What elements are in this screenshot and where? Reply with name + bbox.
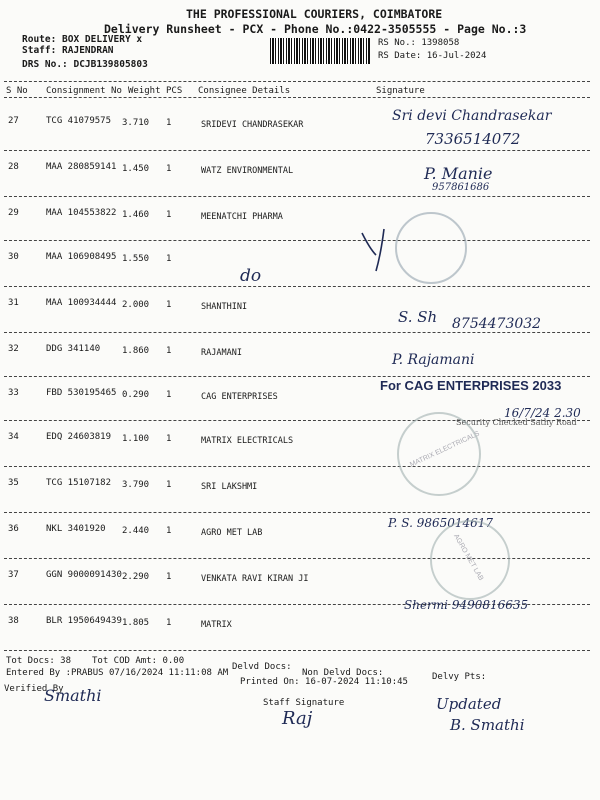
row-weight: 2.290: [122, 572, 150, 582]
updated-note: Updated: [436, 695, 502, 713]
row-sno: 34: [8, 432, 19, 442]
handwritten-signature: Shermi 9490816635: [404, 598, 529, 612]
row-weight: 3.710: [122, 118, 150, 128]
row-consignment: MAA 100934444: [46, 298, 117, 308]
entered-by: Entered By :PRABUS 07/16/2024 11:11:08 AM: [6, 668, 229, 678]
staff-label: Staff: RAJENDRAN: [22, 45, 114, 56]
row-consignee: AGRO MET LAB: [201, 528, 263, 538]
row-consignee: SRI LAKSHMI: [201, 482, 258, 492]
stamp-text: AGRO MET LAB: [452, 533, 485, 582]
table-row: [0, 198, 600, 242]
row-weight: 1.550: [122, 254, 150, 264]
handwritten-phone: 8754473032: [452, 316, 542, 332]
row-consignment: GGN 9000091430: [46, 570, 122, 580]
delivered-docs: Delvd Docs:: [232, 662, 292, 672]
row-consignment: DDG 341140: [46, 344, 101, 354]
row-consignment: EDQ 24603819: [46, 432, 112, 442]
row-pcs: 1: [166, 572, 172, 582]
row-consignee: SHANTHINI: [201, 302, 248, 312]
table-row: [0, 152, 600, 196]
signature-scribble: [358, 225, 388, 275]
rs-date: RS Date: 16-Jul-2024: [378, 51, 487, 61]
non-delivered-docs: Non Delvd Docs:: [302, 668, 384, 678]
header-rule-top: [4, 81, 590, 82]
col-sno: S No: [6, 86, 28, 96]
row-pcs: 1: [166, 390, 172, 400]
header-rule-bottom: [4, 97, 590, 98]
table-row: [0, 334, 600, 378]
row-weight: 3.790: [122, 480, 150, 490]
table-row: [0, 514, 600, 558]
row-consignment: BLR 1950649439: [46, 616, 122, 626]
handwritten-phone: 7336514072: [425, 130, 521, 148]
row-pcs: 1: [166, 118, 172, 128]
table-row: [0, 242, 600, 286]
row-weight: 2.440: [122, 526, 150, 536]
row-weight: 2.000: [122, 300, 150, 310]
row-sno: 37: [8, 570, 19, 580]
row-weight: 1.460: [122, 210, 150, 220]
company-title: THE PROFESSIONAL COURIERS, COIMBATORE: [186, 7, 443, 21]
row-consignee: SRIDEVI CHANDRASEKAR: [201, 120, 304, 130]
row-consignee: MEENATCHI PHARMA: [201, 212, 283, 222]
row-consignment: TCG 15107182: [46, 478, 112, 488]
col-weight: Weight: [128, 86, 161, 96]
row-pcs: 1: [166, 164, 172, 174]
row-pcs: 1: [166, 346, 172, 356]
verified-by: Verified By: [4, 684, 64, 694]
row-pcs: 1: [166, 434, 172, 444]
row-weight: 1.100: [122, 434, 150, 444]
row-weight: 1.805: [122, 618, 150, 628]
sheet-title: Delivery Runsheet - PCX - Phone No.:0422-3505555 - Page No.:3: [104, 22, 527, 36]
table-row: [0, 106, 600, 150]
row-sno: 36: [8, 524, 19, 534]
verified-signature: Smathi: [44, 686, 102, 705]
table-row: [0, 598, 600, 650]
row-consignee: CAG ENTERPRISES: [201, 392, 278, 402]
row-consignee: RAJAMANI: [201, 348, 242, 358]
handwritten-signature: S. Sh: [398, 308, 438, 326]
company-stamp: [395, 212, 467, 284]
row-consignment: MAA 280859141: [46, 162, 117, 172]
route-label: Route: BOX DELIVERY x: [22, 34, 143, 45]
staff-signature-label: Staff Signature: [263, 698, 345, 708]
rs-number: RS No.: 1398058: [378, 38, 460, 48]
handwritten-signature: P. Rajamani: [392, 352, 475, 368]
handwritten-date: 16/7/24 2.30: [504, 406, 581, 420]
col-consignment: Consignment No: [46, 86, 122, 96]
row-sno: 32: [8, 344, 19, 354]
table-row: [0, 468, 600, 512]
row-consignee: MATRIX ELECTRICALS: [201, 436, 294, 446]
row-pcs: 1: [166, 526, 172, 536]
row-sno: 29: [8, 208, 19, 218]
handwritten-signature: P. S. 9865014617: [388, 516, 494, 530]
total-docs: Tot Docs: 38: [6, 656, 72, 666]
handwritten-signature: P. Manie: [424, 164, 493, 183]
updated-signature: B. Smathi: [450, 716, 525, 734]
table-row: [0, 288, 600, 332]
handwritten-ditto: do: [240, 266, 262, 286]
row-sno: 35: [8, 478, 19, 488]
drs-number: DRS No.: DCJB139805803: [22, 59, 148, 70]
table-row: [0, 406, 600, 469]
col-signature: Signature: [376, 86, 425, 96]
delivery-points: Delvy Pts:: [432, 672, 487, 682]
row-pcs: 1: [166, 210, 172, 220]
col-consignee: Consignee Details: [198, 86, 291, 96]
row-sno: 28: [8, 162, 19, 172]
handwritten-phone: 957861686: [432, 182, 490, 193]
row-sno: 38: [8, 616, 19, 626]
row-sno: 30: [8, 252, 19, 262]
row-weight: 0.290: [122, 390, 150, 400]
row-consignment: NKL 3401920: [46, 524, 106, 534]
handwritten-signature: Sri devi Chandrasekar: [392, 108, 552, 124]
printed-on: Printed On: 16-07-2024 11:10:45: [240, 677, 408, 687]
staff-signature: Raj: [282, 708, 313, 729]
row-weight: 1.860: [122, 346, 150, 356]
row-pcs: 1: [166, 300, 172, 310]
barcode: [270, 38, 370, 64]
row-consignment: TCG 41079575: [46, 116, 112, 126]
row-pcs: 1: [166, 618, 172, 628]
row-consignee: MATRIX: [201, 620, 232, 630]
row-sno: 33: [8, 388, 19, 398]
row-pcs: 1: [166, 254, 172, 264]
row-weight: 1.450: [122, 164, 150, 174]
stamp-text: MATRIX ELECTRICALS: [409, 430, 481, 469]
security-stamp: Security Checked Sathy Road: [456, 418, 577, 427]
total-cod: Tot COD Amt: 0.00: [92, 656, 185, 666]
row-consignment: MAA 106908495: [46, 252, 117, 262]
row-pcs: 1: [166, 480, 172, 490]
company-stamp-text: For CAG ENTERPRISES 2033: [380, 378, 562, 393]
row-sno: 31: [8, 298, 19, 308]
row-consignee: WATZ ENVIRONMENTAL: [201, 166, 294, 176]
row-consignment: MAA 104553822: [46, 208, 117, 218]
row-consignee: VENKATA RAVI KIRAN JI: [201, 574, 309, 584]
col-pcs: PCS: [166, 86, 183, 96]
row-consignment: FBD 530195465: [46, 388, 117, 398]
row-sno: 27: [8, 116, 19, 126]
